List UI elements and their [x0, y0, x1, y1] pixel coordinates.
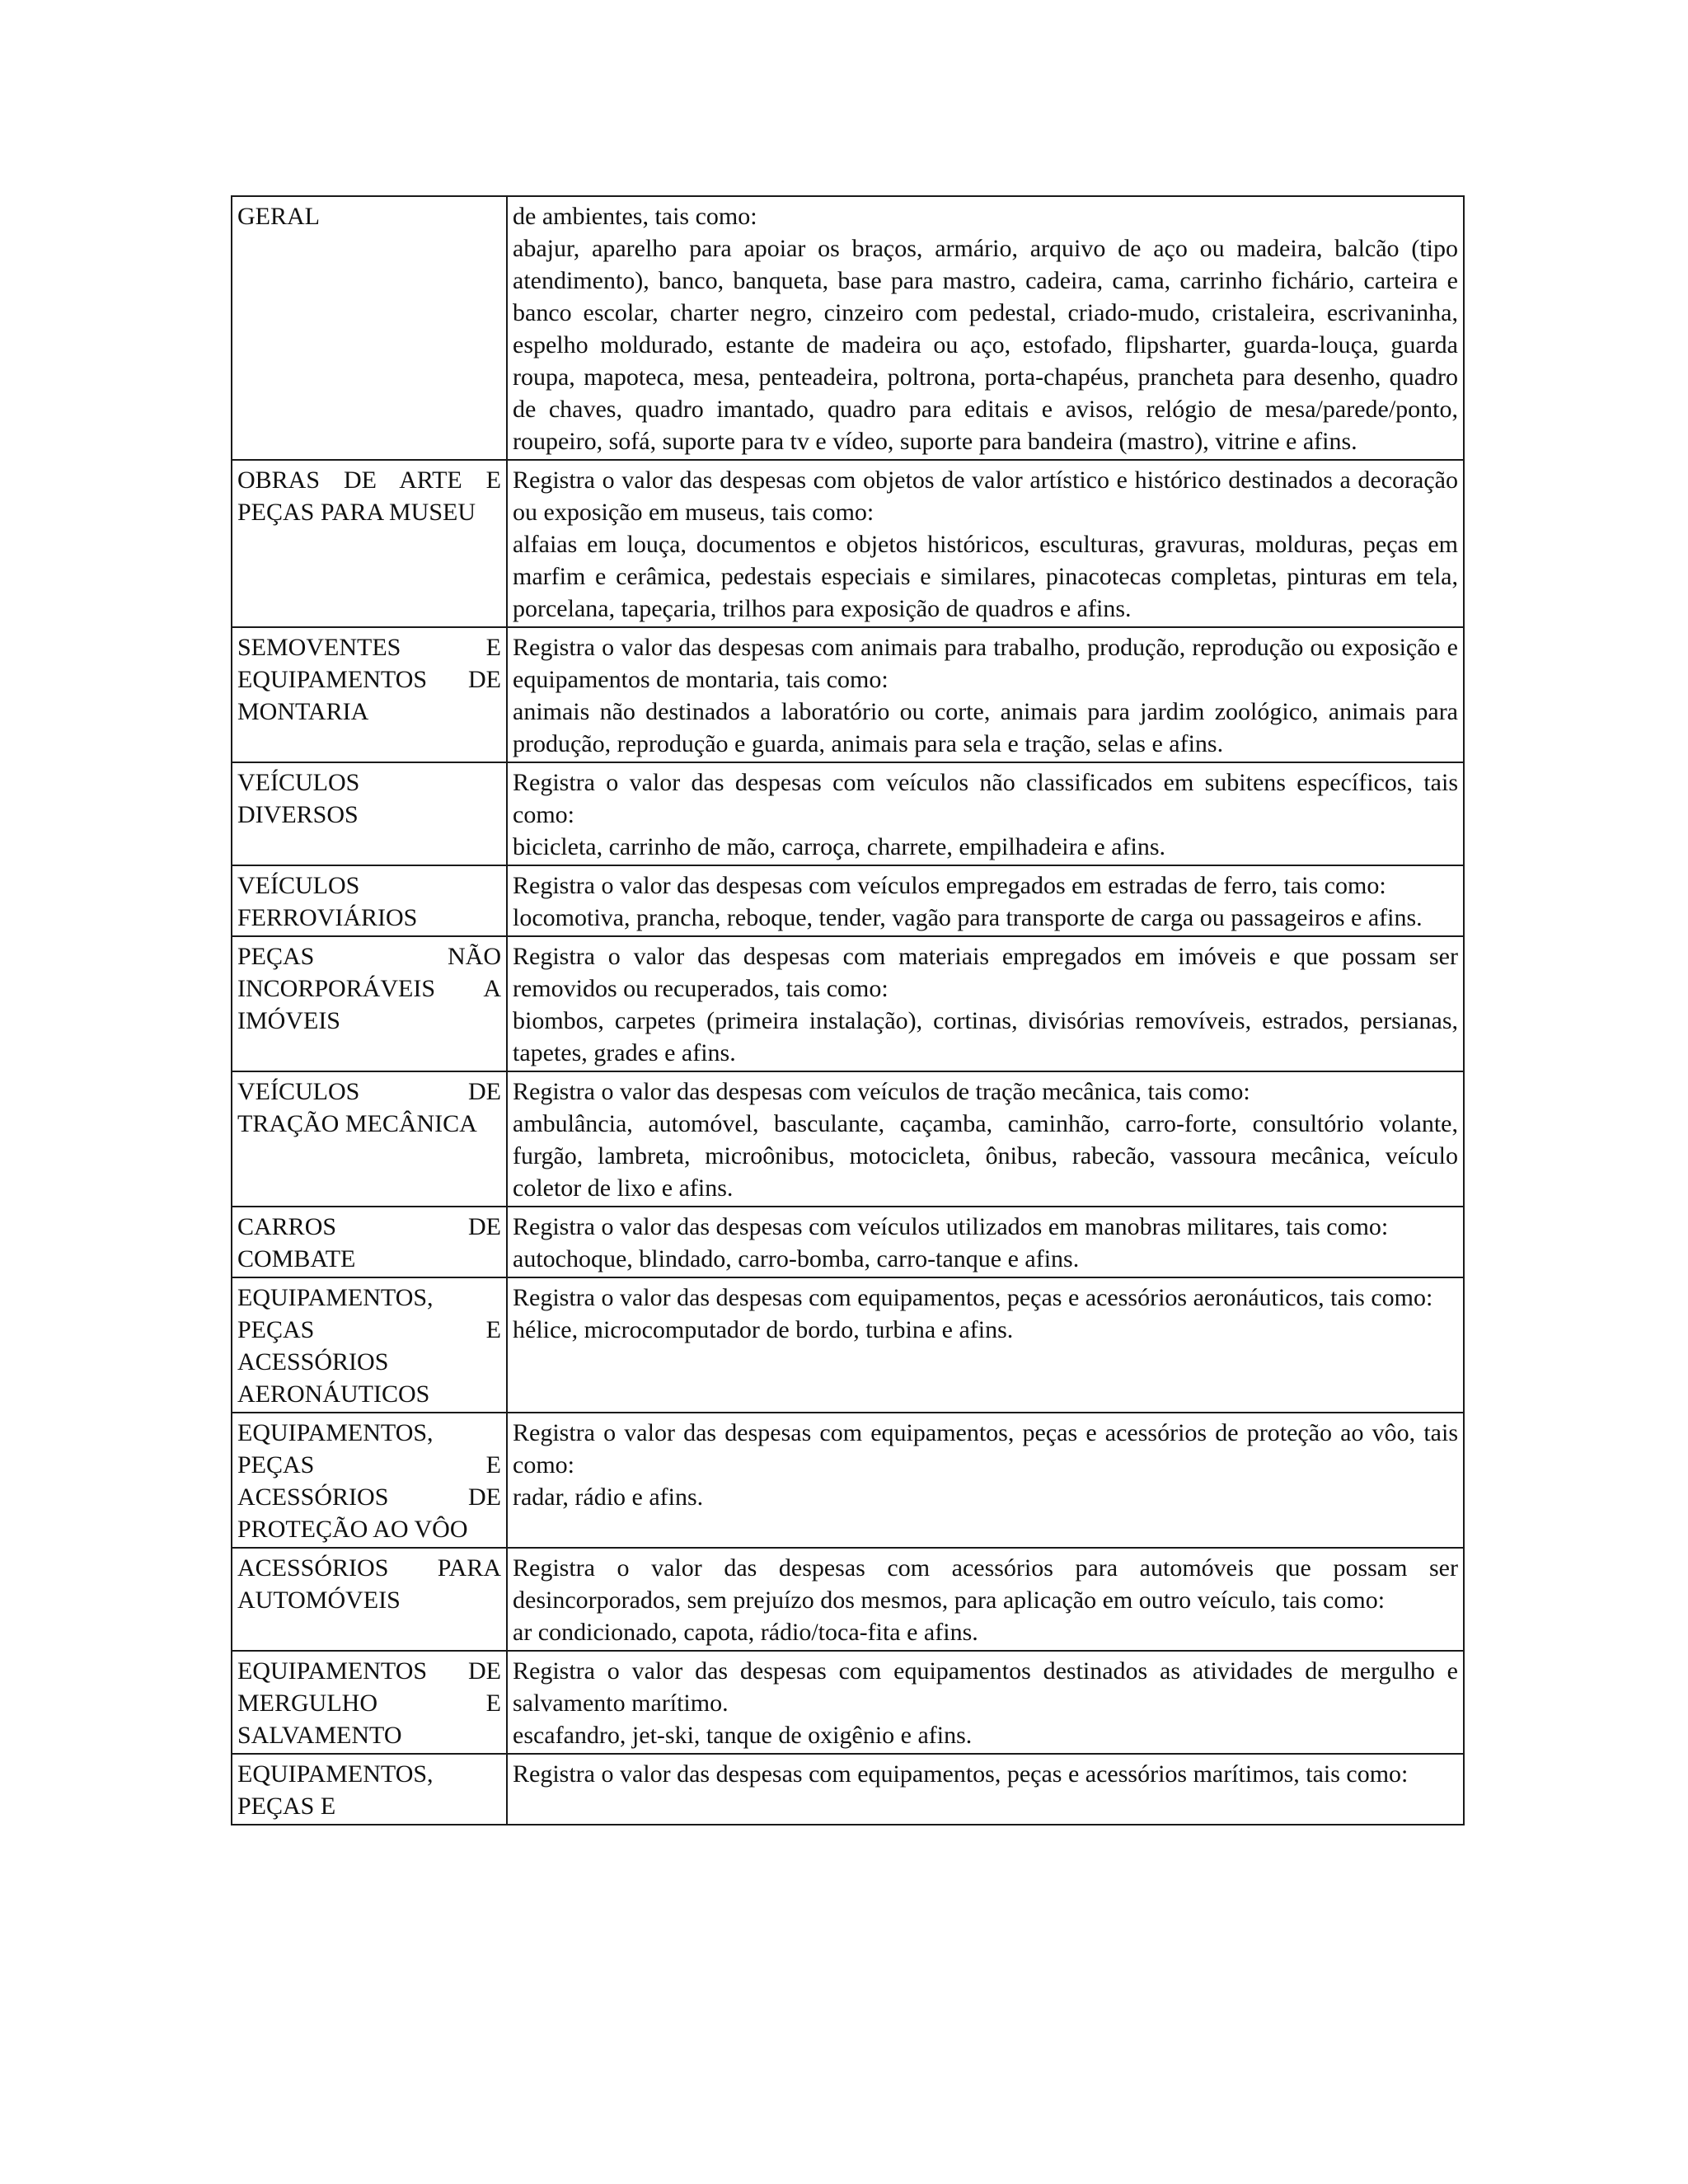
- category-label-line: ACESSÓRIOS: [237, 1348, 389, 1376]
- description-cell: [507, 1413, 1464, 1548]
- category-label-line: ACESSÓRIOS PARA: [237, 1554, 501, 1582]
- category-label-line: EQUIPAMENTOS,: [237, 1284, 434, 1311]
- category-label-line: PEÇAS E: [237, 1316, 501, 1343]
- category-label-line: PEÇAS E: [237, 1451, 501, 1479]
- category-label-line: INCORPORÁVEIS A: [237, 975, 501, 1002]
- table-row: [232, 1277, 1464, 1413]
- category-cell: [232, 1413, 507, 1548]
- category-label-line: SEMOVENTES E: [237, 634, 501, 661]
- table-row: [232, 865, 1464, 936]
- table-row: [232, 936, 1464, 1071]
- category-cell: [232, 1754, 507, 1825]
- category-label-line: PROTEÇÃO AO VÔO: [237, 1516, 468, 1543]
- examples-text: bicicleta, carrinho de mão, carroça, charrete, empilhadeira e afins.: [513, 833, 1166, 860]
- examples-text: locomotiva, prancha, reboque, tender, vagão para transporte de carga ou passageiros e afins.: [513, 904, 1423, 931]
- table-row: [232, 1754, 1464, 1825]
- description-text: Registra o valor das despesas com objetos de valor artístico e histórico destinados a decoração ou exposição em museus, tais como:: [513, 466, 1458, 526]
- category-cell: [232, 460, 507, 627]
- description-cell: [507, 1071, 1464, 1207]
- category-label-line: EQUIPAMENTOS DE: [237, 666, 501, 693]
- description-cell: [507, 1277, 1464, 1413]
- table-row: [232, 762, 1464, 865]
- table-row: [232, 1071, 1464, 1207]
- category-label-line: ACESSÓRIOS DE: [237, 1483, 501, 1511]
- category-cell: [232, 196, 507, 460]
- description-text: Registra o valor das despesas com acessórios para automóveis que possam ser desincorporados, sem prejuízo dos mesmos, para aplicação em outro veículo, tais como:: [513, 1554, 1458, 1614]
- category-cell: [232, 627, 507, 762]
- category-label-line: MONTARIA: [237, 698, 369, 725]
- category-label-line: EQUIPAMENTOS,: [237, 1760, 434, 1788]
- description-cell: [507, 1207, 1464, 1277]
- examples-text: autochoque, blindado, carro-bomba, carro-tanque e afins.: [513, 1245, 1080, 1272]
- category-label-line: TRAÇÃO MECÂNICA: [237, 1110, 477, 1137]
- description-cell: [507, 196, 1464, 460]
- description-cell: [507, 936, 1464, 1071]
- category-cell: [232, 1071, 507, 1207]
- description-text: Registra o valor das despesas com equipamentos, peças e acessórios aeronáuticos, tais como:: [513, 1284, 1433, 1311]
- category-label-line: IMÓVEIS: [237, 1007, 340, 1034]
- examples-text: biombos, carpetes (primeira instalação), cortinas, divisórias removíveis, estrados, persianas, tapetes, grades e afins.: [513, 1007, 1458, 1066]
- category-cell: [232, 1651, 507, 1754]
- description-text: Registra o valor das despesas com veículos utilizados em manobras militares, tais como:: [513, 1213, 1389, 1240]
- category-label-line: FERROVIÁRIOS: [237, 904, 418, 931]
- category-label-line: EQUIPAMENTOS DE: [237, 1657, 501, 1685]
- description-text: Registra o valor das despesas com veículos de tração mecânica, tais como:: [513, 1078, 1250, 1105]
- category-label-line: PEÇAS PARA MUSEU: [237, 499, 476, 526]
- description-cell: [507, 1651, 1464, 1754]
- description-text: Registra o valor das despesas com materiais empregados em imóveis e que possam ser removidos ou recuperados, tais como:: [513, 943, 1458, 1002]
- category-label-line: VEÍCULOS DE: [237, 1078, 501, 1105]
- description-cell: [507, 865, 1464, 936]
- category-label-line: SALVAMENTO: [237, 1722, 402, 1749]
- category-label-line: AERONÁUTICOS: [237, 1380, 430, 1408]
- category-label-line: VEÍCULOS: [237, 769, 360, 796]
- category-cell: [232, 762, 507, 865]
- category-label-line: VEÍCULOS: [237, 872, 360, 899]
- examples-text: radar, rádio e afins.: [513, 1483, 704, 1511]
- description-cell: [507, 1548, 1464, 1651]
- examples-text: escafandro, jet-ski, tanque de oxigênio e afins.: [513, 1722, 973, 1749]
- examples-text: hélice, microcomputador de bordo, turbina e afins.: [513, 1316, 1014, 1343]
- category-label-line: GERAL: [237, 203, 320, 230]
- category-label-line: CARROS DE: [237, 1213, 501, 1240]
- category-label-line: COMBATE: [237, 1245, 356, 1272]
- examples-text: ar condicionado, capota, rádio/toca-fita e afins.: [513, 1619, 978, 1646]
- description-text: Registra o valor das despesas com equipamentos, peças e acessórios marítimos, tais como:: [513, 1760, 1409, 1788]
- examples-text: alfaias em louça, documentos e objetos históricos, esculturas, gravuras, molduras, peças em marfim e cerâmica, pedestais especiais e similares, pinacotecas completas, pinturas em tela, porcelana, tapeçaria, trilhos para exposição de quadros e afins.: [513, 531, 1458, 622]
- category-label-line: MERGULHO E: [237, 1690, 501, 1717]
- table-row: [232, 1413, 1464, 1548]
- examples-text: abajur, aparelho para apoiar os braços, armário, arquivo de aço ou madeira, balcão (tipo atendimento), banco, banqueta, base para mastro, cadeira, cama, carrinho fichário, carteira e banco escolar, charter negro, cinzeiro com pedestal, criado-mudo, cristaleira, escrivaninha, espelho moldurado, estante de madeira ou aço, estofado, flipsharter, guarda-louça, guarda roupa, mapoteca, mesa, penteadeira, poltrona, porta-chapéus, prancheta para desenho, quadro de chaves, quadro imantado, quadro para editais e avisos, relógio de mesa/parede/ponto, roupeiro, sofá, suporte para tv e vídeo, suporte para bandeira (mastro), vitrine e afins.: [513, 235, 1458, 455]
- description-cell: [507, 762, 1464, 865]
- category-label-line: OBRAS DE ARTE E: [237, 466, 501, 494]
- description-cell: [507, 1754, 1464, 1825]
- description-cell: [507, 627, 1464, 762]
- examples-text: ambulância, automóvel, basculante, caçamba, caminhão, carro-forte, consultório volante, furgão, lambreta, microônibus, motocicleta, ônibus, rabecão, vassoura mecânica, veículo coletor de lixo e afins.: [513, 1110, 1458, 1202]
- expense-classification-table: [231, 195, 1465, 1825]
- category-cell: [232, 936, 507, 1071]
- category-label-line: DIVERSOS: [237, 801, 359, 828]
- category-cell: [232, 1277, 507, 1413]
- category-label-line: PEÇAS E: [237, 1793, 336, 1820]
- description-text: Registra o valor das despesas com animais para trabalho, produção, reprodução ou exposição e equipamentos de montaria, tais como:: [513, 634, 1458, 693]
- category-label-line: PEÇAS NÃO: [237, 943, 501, 970]
- table-row: [232, 1207, 1464, 1277]
- description-text: Registra o valor das despesas com equipamentos destinados as atividades de mergulho e salvamento marítimo.: [513, 1657, 1458, 1717]
- category-cell: [232, 865, 507, 936]
- table-body: [232, 196, 1464, 1825]
- category-label-line: EQUIPAMENTOS,: [237, 1419, 434, 1446]
- table-row: [232, 460, 1464, 627]
- category-cell: [232, 1207, 507, 1277]
- table-row: [232, 196, 1464, 460]
- table-row: [232, 1651, 1464, 1754]
- description-text: Registra o valor das despesas com veículos empregados em estradas de ferro, tais como:: [513, 872, 1386, 899]
- examples-text: animais não destinados a laboratório ou corte, animais para jardim zoológico, animais para produção, reprodução e guarda, animais para sela e tração, selas e afins.: [513, 698, 1458, 757]
- table-row: [232, 627, 1464, 762]
- category-label-line: AUTOMÓVEIS: [237, 1586, 401, 1614]
- category-cell: [232, 1548, 507, 1651]
- description-text: de ambientes, tais como:: [513, 203, 757, 230]
- table-row: [232, 1548, 1464, 1651]
- description-text: Registra o valor das despesas com equipamentos, peças e acessórios de proteção ao vôo, tais como:: [513, 1419, 1458, 1479]
- description-text: Registra o valor das despesas com veículos não classificados em subitens específicos, tais como:: [513, 769, 1458, 828]
- description-cell: [507, 460, 1464, 627]
